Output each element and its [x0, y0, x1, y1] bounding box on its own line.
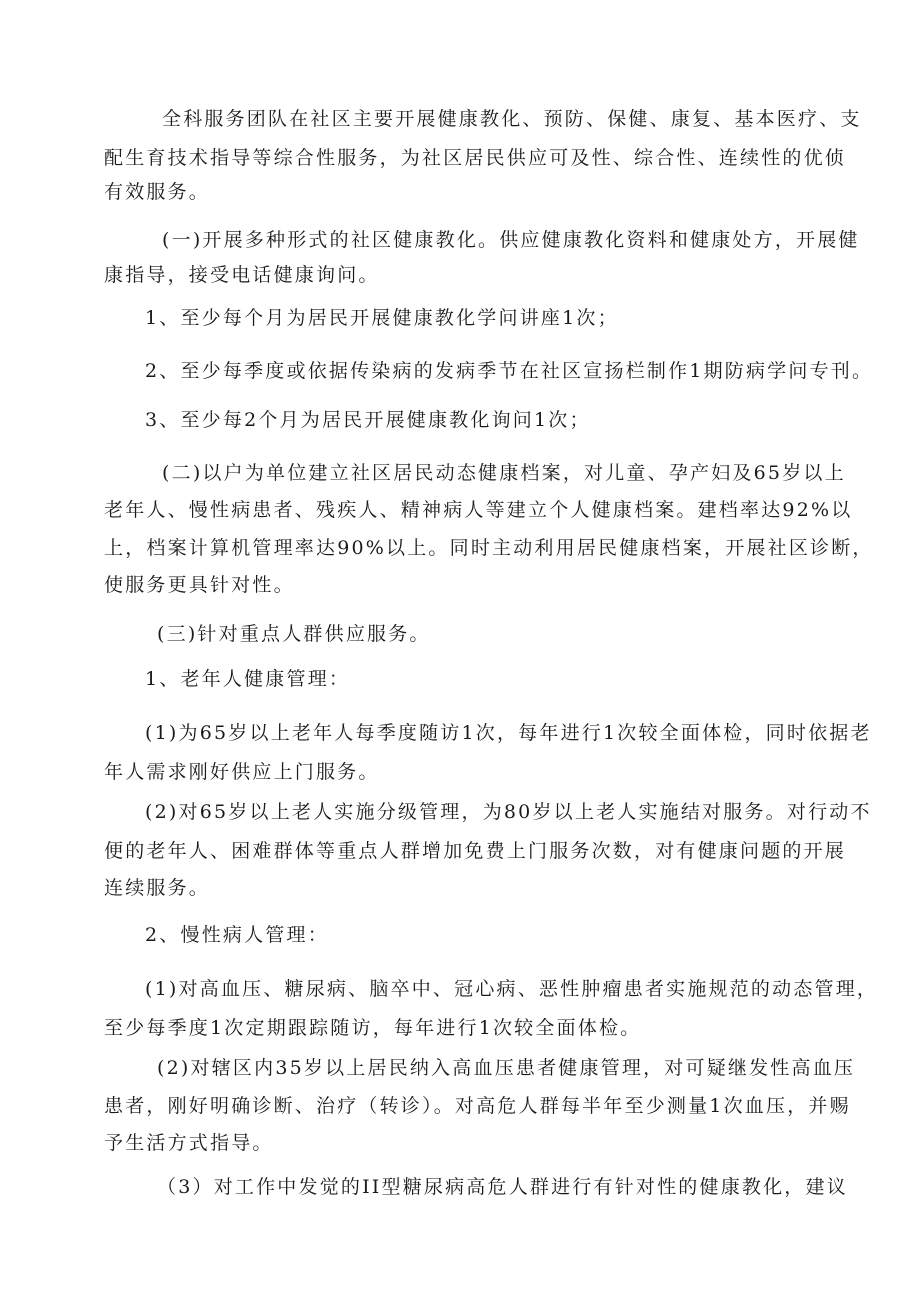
list-item: 3、至少每2个月为居民开展健康教化询问1次； [145, 409, 591, 431]
paragraph-line: 全科服务团队在社区主要开展健康教化、预防、保健、康复、基本医疗、支 [162, 108, 862, 130]
paragraph-line: 便的老年人、困难群体等重点人群增加免费上门服务次数，对有健康问题的开展 [104, 840, 847, 862]
section-heading-3: (三)针对重点人群供应服务。 [157, 623, 431, 645]
section-heading-2: (二)以户为单位建立社区居民动态健康档案，对儿童、孕产妇及65岁以上 [162, 462, 846, 484]
paragraph-line: 配生育技术指导等综合性服务，为社区居民供应可及性、综合性、连续性的优侦 [104, 147, 847, 169]
paragraph-line: 予生活方式指导。 [104, 1132, 274, 1154]
paragraph-line: 上，档案计算机管理率达90%以上。同时主动利用居民健康档案，开展社区诊断， [104, 537, 874, 559]
subsection-heading: 1、老年人健康管理： [145, 668, 351, 690]
paragraph-line: 康指导，接受电话健康询问。 [104, 264, 380, 286]
paragraph-line: 患者，刚好明确诊断、治疗（转诊）。对高危人群每半年至少测量1次血压，并赐 [104, 1095, 851, 1117]
list-item: （3）对工作中发觉的II型糖尿病高危人群进行有针对性的健康教化，建议 [157, 1176, 848, 1198]
subsection-heading: 2、慢性病人管理： [145, 924, 329, 946]
paragraph-line: 年人需求刚好供应上门服务。 [104, 761, 380, 783]
list-item: 1、至少每个月为居民开展健康教化学问讲座1次； [145, 307, 619, 329]
paragraph-line: 有效服务。 [104, 181, 211, 203]
paragraph-line: 老年人、慢性病患者、残疾人、精神病人等建立个人健康档案。建档率达92%以 [104, 499, 853, 521]
list-item: (1)对高血压、糖尿病、脑卒中、冠心病、恶性肿瘤患者实施规范的动态管理， [145, 978, 879, 1000]
paragraph-line: 使服务更具针对性。 [104, 574, 295, 596]
section-heading-1: (一)开展多种形式的社区健康教化。供应健康教化资料和健康处方，开展健 [162, 229, 860, 251]
paragraph-line: 连续服务。 [104, 877, 211, 899]
list-item: (1)为65岁以上老年人每季度随访1次，每年进行1次较全面体检，同时依据老 [145, 722, 872, 744]
paragraph-line: 至少每季度1次定期跟踪随访，每年进行1次较全面体检。 [104, 1017, 642, 1039]
list-item: (2)对65岁以上老人实施分级管理，为80岁以上老人实施结对服务。对行动不 [145, 801, 872, 823]
list-item: (2)对辖区内35岁以上居民纳入高血压患者健康管理，对可疑继发性高血压 [157, 1057, 856, 1079]
list-item: 2、至少每季度或依据传染病的发病季节在社区宣扬栏制作1期防病学问专刊。 [145, 360, 874, 382]
